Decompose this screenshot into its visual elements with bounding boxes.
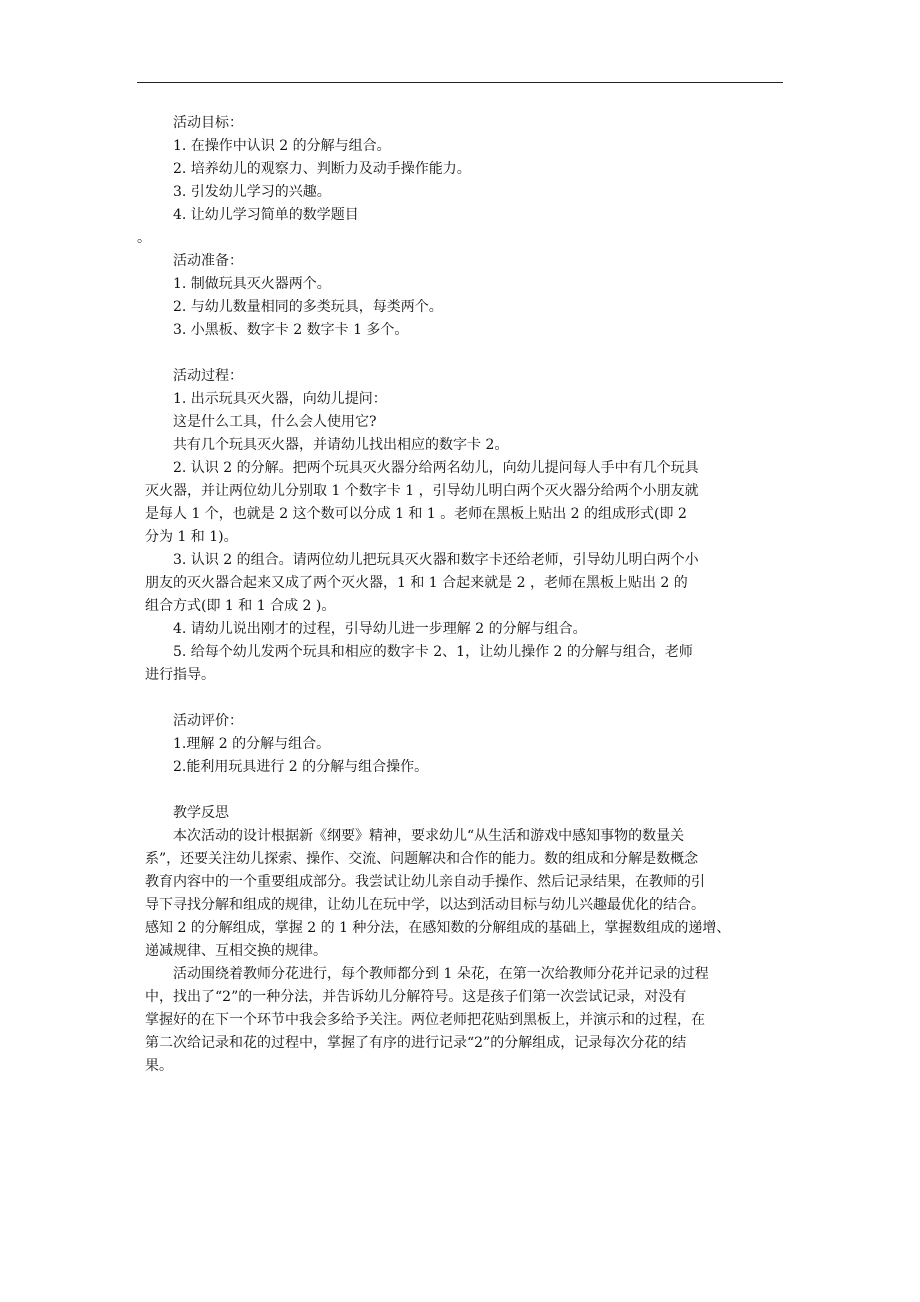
paragraph-line: 教育内容中的一个重要组成部分。我尝试让幼儿亲自动手操作、然后记录结果，在教师的引 — [145, 874, 705, 890]
reflection-paragraph-2 — [145, 963, 785, 1078]
paragraph-line: 系”，还要关注幼儿探索、操作、交流、问题解决和合作的能力。数的组成和分解是数概念 — [145, 851, 699, 867]
process-step-5 — [145, 641, 785, 687]
process-step-3 — [145, 549, 785, 618]
paragraph-line: 掌握好的在下一个环节中我会多给予关注。两位老师把花贴到黑板上，并演示和的过程，在 — [145, 1012, 705, 1028]
paragraph-line: 2. 认识 2 的分解。把两个玩具灭火器分给两名幼儿，向幼儿提问每人手中有几个玩具 — [173, 460, 699, 476]
paragraph-line: 灭火器，并让两位幼儿分别取 1 个数字卡 1 ，引导幼儿明白两个灭火器分给两个小朋友就 — [145, 483, 699, 499]
header-rule — [137, 82, 783, 83]
process-intro-line: 这是什么工具，什么会人使用它? — [173, 414, 377, 430]
prep-item: 1. 制做玩具灭火器两个。 — [173, 276, 331, 292]
spacer — [145, 779, 785, 802]
goals-heading: 活动目标： — [173, 115, 243, 131]
paragraph-line: 朋友的灭火器合起来又成了两个灭火器，1 和 1 合起来就是 2 ，老师在黑板上贴出 2 的 — [145, 575, 688, 591]
spacer — [145, 687, 785, 710]
process-heading: 活动过程： — [173, 368, 243, 384]
paragraph-line: 果。 — [145, 1058, 173, 1074]
goal-item: 1. 在操作中认识 2 的分解与组合。 — [173, 138, 391, 154]
prep-heading: 活动准备： — [173, 253, 243, 269]
goals-trailing-mark: 。 — [137, 230, 151, 246]
goal-item: 3. 引发幼儿学习的兴趣。 — [173, 184, 331, 200]
evaluation-item: 1.理解 2 的分解与组合。 — [173, 736, 331, 752]
paragraph-line: 进行指导。 — [145, 667, 215, 683]
goal-item: 2. 培养幼儿的观察力、判断力及动手操作能力。 — [173, 161, 471, 177]
paragraph-line: 3. 认识 2 的组合。请两位幼儿把玩具灭火器和数字卡还给老师，引导幼儿明白两个小 — [173, 552, 699, 568]
paragraph-line: 中，找出了“2”的一种分法，并告诉幼儿分解符号。这是孩子们第一次尝试记录，对没有 — [145, 989, 687, 1005]
paragraph-line: 感知 2 的分解组成，掌握 2 的 1 种分法，在感知数的分解组成的基础上，掌握数组成的递增、 — [145, 920, 731, 936]
reflection-heading: 教学反思 — [173, 805, 229, 821]
evaluation-heading: 活动评价： — [173, 713, 243, 729]
paragraph-line: 是每人 1 个，也就是 2 这个数可以分成 1 和 1 。老师在黑板上贴出 2 的组成形式(即 2 — [145, 506, 687, 522]
prep-item: 2. 与幼儿数量相同的多类玩具，每类两个。 — [173, 299, 443, 315]
reflection-paragraph-1 — [145, 825, 785, 963]
paragraph-line: 第二次给记录和花的过程中，掌握了有序的进行记录“2”的分解组成，记录每次分花的结 — [145, 1035, 687, 1051]
process-intro-line: 1. 出示玩具灭火器，向幼儿提问： — [173, 391, 387, 407]
spacer — [145, 342, 785, 365]
evaluation-item: 2.能利用玩具进行 2 的分解与组合操作。 — [173, 759, 429, 775]
document-page — [137, 112, 785, 1078]
paragraph-line: 组合方式(即 1 和 1 合成 2 )。 — [145, 598, 336, 614]
process-step-4: 4. 请幼儿说出刚才的过程，引导幼儿进一步理解 2 的分解与组合。 — [173, 621, 587, 637]
paragraph-line: 导下寻找分解和组成的规律，让幼儿在玩中学，以达到活动目标与幼儿兴趣最优化的结合。 — [145, 897, 705, 913]
process-intro-line: 共有几个玩具灭火器，并请幼儿找出相应的数字卡 2。 — [173, 437, 509, 453]
paragraph-line: 5. 给每个幼儿发两个玩具和相应的数字卡 2、1，让幼儿操作 2 的分解与组合，老师 — [173, 644, 693, 660]
prep-item: 3. 小黑板、数字卡 2 数字卡 1 多个。 — [173, 322, 409, 338]
paragraph-line: 递减规律、互相交换的规律。 — [145, 943, 327, 959]
process-step-2 — [145, 457, 785, 549]
paragraph-line: 分为 1 和 1)。 — [145, 529, 238, 545]
paragraph-line: 活动围绕着教师分花进行，每个教师都分到 1 朵花，在第一次给教师分花并记录的过程 — [173, 966, 709, 982]
goal-item: 4. 让幼儿学习简单的数学题目 — [173, 207, 359, 223]
paragraph-line: 本次活动的设计根据新《纲要》精神，要求幼儿“从生活和游戏中感知事物的数量关 — [173, 828, 685, 844]
